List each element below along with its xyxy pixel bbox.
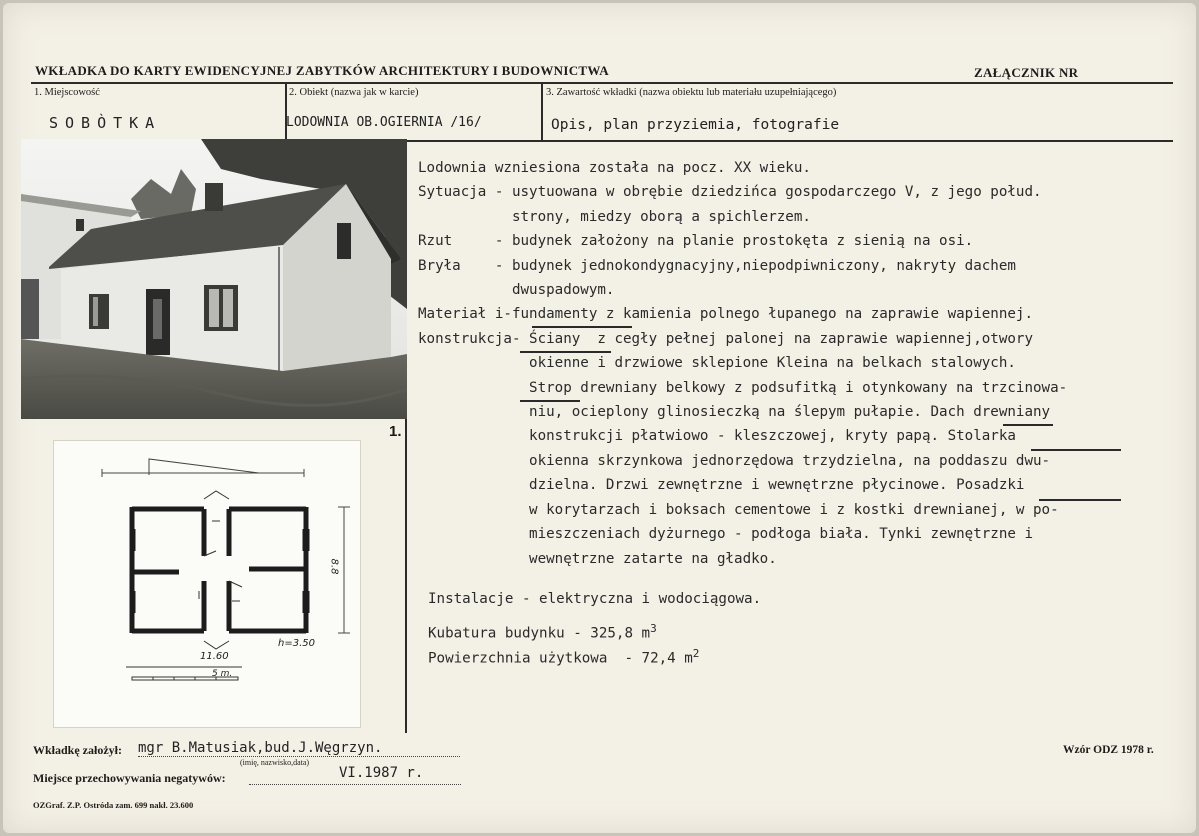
plan-scale-label: 5 m. [212, 669, 233, 679]
description-lines [418, 156, 1067, 571]
description-line: dzielna. Drzwi zewnętrzne i wewnętrzne płycinowe. Posadzki [418, 477, 1025, 494]
storage-label: Miejsce przechowywania negatywów: [33, 771, 226, 785]
field-divider-1 [285, 82, 287, 141]
description-line: mieszczeniach dyżurnego - podłoga biała. Tynki zewnętrzne i [418, 526, 1033, 543]
underline-dach [1003, 424, 1053, 426]
author-label: Wkładkę założył: [33, 743, 122, 757]
annex-label: ZAŁĄCZNIK NR [974, 65, 1079, 80]
storage-dots [249, 783, 461, 785]
description-line: strony, miedzy oborą a spichlerzem. [418, 208, 811, 225]
author-value: mgr B.Matusiak,bud.J.Węgrzyn. [138, 740, 460, 757]
underline-fundamenty [532, 326, 632, 328]
installations-line: Instalacje - elektryczna i wodociągowa. [428, 591, 762, 607]
contents-value: Opis, plan przyziemia, fotografie [551, 117, 840, 133]
photo-number: 1. [389, 423, 402, 440]
card-title: WKŁADKA DO KARTY EWIDENCYJNEJ ZABYTKÓW ARCHITEKTURY I BUDOWNICTWA [35, 63, 609, 78]
description-line: Lodownia wzniesiona została na pocz. XX wieku. [418, 160, 811, 176]
field-3-label: 3. Zawartość wkładki (nazwa obiektu lub materiału uzupełniającego) [546, 87, 837, 98]
plan-height-note: h=3.50 [278, 638, 315, 649]
building-photo [21, 139, 407, 419]
printer-info: OZGraf. Z.P. Ostróda zam. 699 nakł. 23.600 [33, 800, 194, 810]
description-line: w korytarzach i boksach cementowe i z kostki drewnianej, w po- [418, 501, 1059, 518]
underline-stolarka [1031, 449, 1121, 451]
description-line: konstrukcji płatwiowo - kleszczowej, kryty papą. Stolarka [418, 428, 1016, 445]
description-line: wewnętrzne zatarte na gładko. [418, 550, 777, 567]
description-line: Strop drewniany belkowy z podsufitką i otynkowany na trzcinowa- [418, 379, 1068, 396]
description-line: Sytuacja - usytuowana w obrębie dziedzińca gospodarczego V, z jego połud. [418, 184, 1042, 201]
description-line: Bryła - budynek jednokondygnacyjny,niepodpiwniczony, nakryty dachem [418, 257, 1016, 274]
underline-sciany [520, 351, 611, 353]
description-line: konstrukcja- Ściany z cegły pełnej palonej na zaprawie wapiennej,otwory [418, 330, 1033, 347]
description-block [418, 156, 1067, 571]
field-divider-2 [541, 82, 543, 141]
volume-label: Kubatura budynku - 325,8 m [428, 625, 651, 642]
area-exponent: 2 [692, 647, 700, 660]
area-line [428, 647, 699, 667]
description-line: okienna skrzynkowa jednorzędowa trzydzielna, na poddaszu dwu- [418, 452, 1051, 469]
plan-width-dimension: 11.60 [200, 651, 229, 662]
description-line: okienne i drzwiowe sklepione Kleina na belkach stalowych. [418, 355, 1016, 372]
underline-posadzki [1039, 499, 1121, 501]
field-2-label: 2. Obiekt (nazwa jak w karcie) [289, 87, 419, 98]
volume-exponent: 3 [650, 622, 657, 635]
underline-strop [520, 400, 580, 402]
area-label: Powierzchnia użytkowa - 72,4 m [428, 650, 693, 667]
object-value: LODOWNIA OB.OGIERNIA /16/ [286, 115, 482, 130]
storage-value: VI.1987 r. [339, 765, 424, 781]
field-1-label: 1. Miejscowość [34, 87, 100, 98]
description-line: Rzut - budynek założony na planie prostokęta z sienią na osi. [418, 233, 974, 250]
plan-depth-dimension: 8.8 [328, 558, 340, 575]
volume-line [428, 622, 657, 642]
description-line: niu, ocieplony glinosieczką na ślepym pułapie. Dach drewniany [418, 404, 1051, 421]
floor-plan-sheet [53, 440, 361, 728]
record-card [3, 3, 1196, 833]
description-line: dwuspadowym. [418, 282, 615, 299]
description-line: Materiał i-fundamenty z kamienia polnego łupanego na zaprawie wapiennej. [418, 306, 1033, 323]
locality-value: SOBÒTKA [49, 114, 162, 132]
form-version: Wzór ODZ 1978 r. [1063, 744, 1154, 756]
header-rule [31, 82, 1173, 84]
author-hint: (imię, nazwisko,data) [240, 758, 310, 767]
